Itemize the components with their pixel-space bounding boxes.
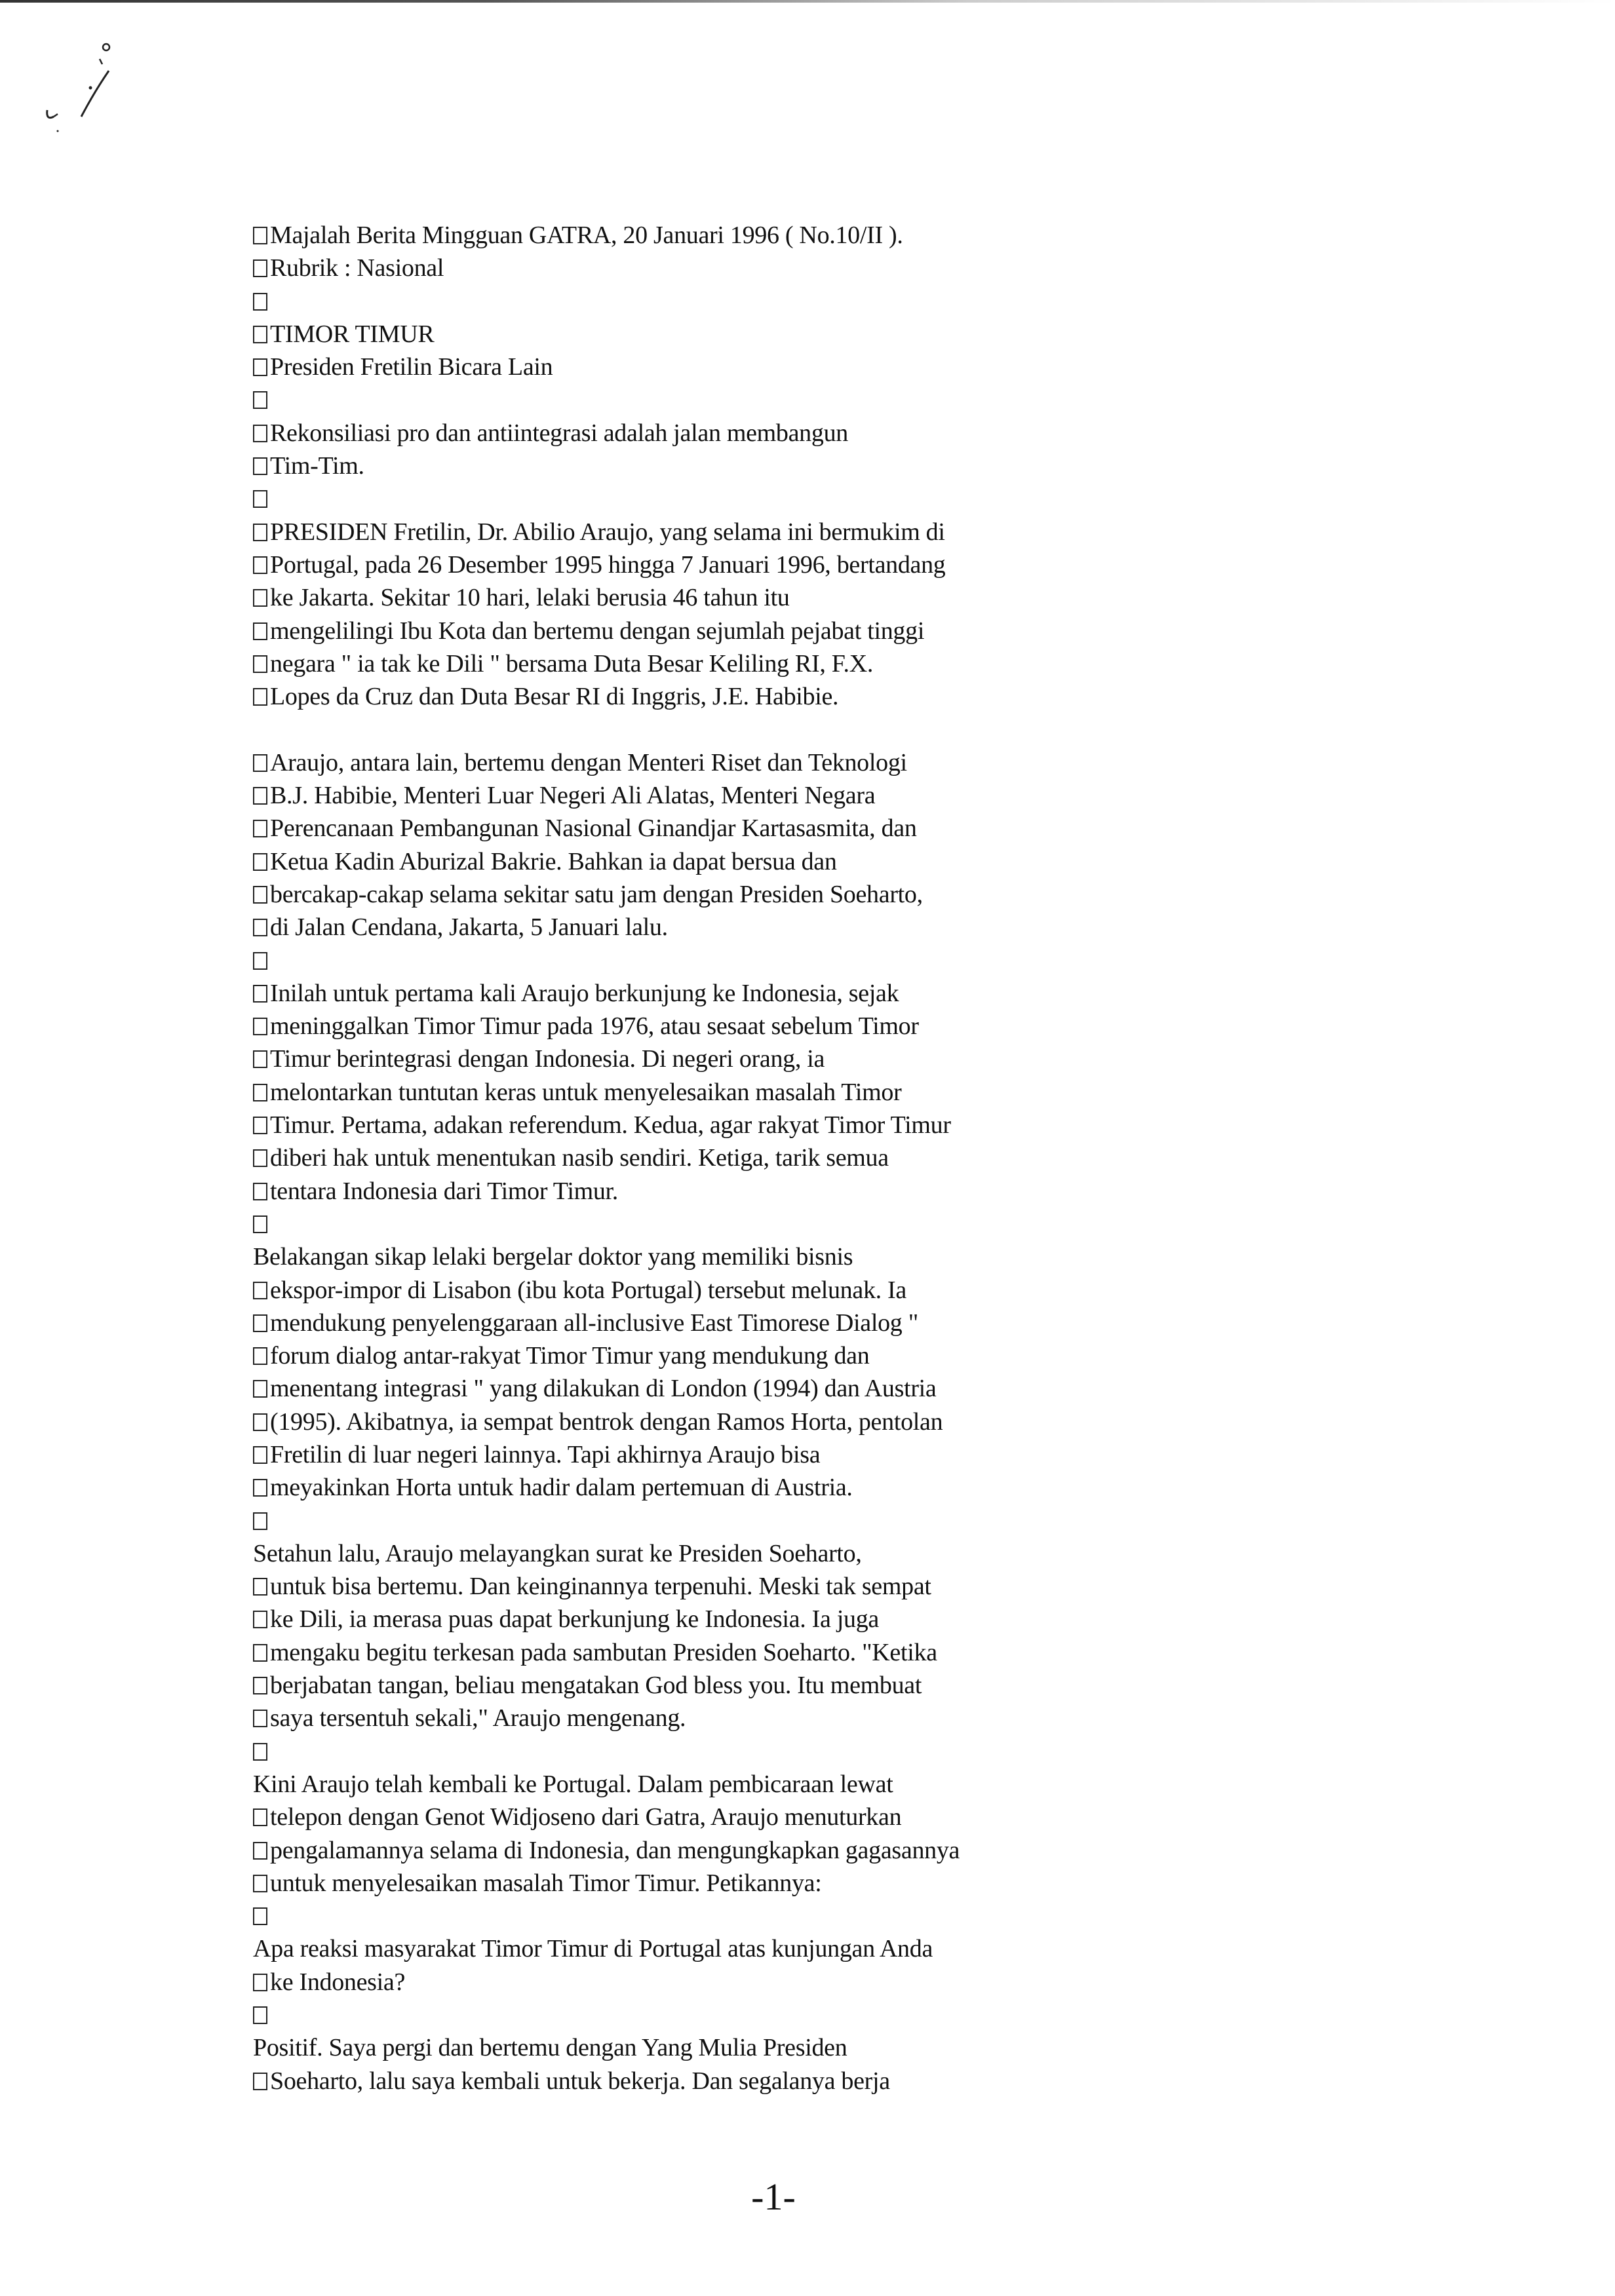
empty-checkbox-glyph-icon bbox=[253, 655, 267, 673]
text-line bbox=[253, 746, 1498, 779]
text-line bbox=[253, 318, 1498, 351]
empty-checkbox-glyph-icon bbox=[253, 1743, 267, 1761]
empty-checkbox-glyph-icon bbox=[253, 589, 267, 607]
text-line bbox=[253, 516, 1498, 548]
empty-checkbox-glyph-icon bbox=[253, 1842, 267, 1860]
article-text bbox=[253, 219, 1498, 2097]
empty-checkbox-glyph-icon bbox=[253, 425, 267, 442]
empty-checkbox-glyph-icon bbox=[253, 1149, 267, 1167]
text-line bbox=[253, 944, 1498, 977]
text-line bbox=[253, 1570, 1498, 1603]
text-line bbox=[253, 1307, 1498, 1339]
line-text: Apa reaksi masyarakat Timor Timur di Portugal atas kunjungan Anda bbox=[253, 1935, 933, 1963]
line-text: PRESIDEN Fretilin, Dr. Abilio Araujo, yang selama ini bermukim di bbox=[270, 518, 945, 546]
empty-checkbox-glyph-icon bbox=[253, 754, 267, 772]
line-text: saya tersentuh sekali," Araujo mengenang. bbox=[270, 1704, 686, 1732]
line-text: untuk menyelesaikan masalah Timor Timur. Petikannya: bbox=[270, 1869, 822, 1897]
text-line bbox=[253, 1076, 1498, 1109]
line-text: ekspor-impor di Lisabon (ibu kota Portugal) tersebut melunak. Ia bbox=[270, 1276, 906, 1304]
line-text: Presiden Fretilin Bicara Lain bbox=[270, 353, 553, 381]
empty-checkbox-glyph-icon bbox=[253, 1018, 267, 1035]
text-line bbox=[253, 219, 1498, 252]
line-text: Ketua Kadin Aburizal Bakrie. Bahkan ia dapat bersua dan bbox=[270, 847, 837, 875]
empty-checkbox-glyph-icon bbox=[253, 1314, 267, 1332]
line-text: Portugal, pada 26 Desember 1995 hingga 7 Januari 1996, bertandang bbox=[270, 550, 946, 579]
svg-text:-1-: -1- bbox=[751, 2175, 796, 2218]
line-text: Inilah untuk pertama kali Araujo berkunjung ke Indonesia, sejak bbox=[270, 979, 899, 1007]
line-text: berjabatan tangan, beliau mengatakan God bless you. Itu membuat bbox=[270, 1672, 922, 1700]
empty-checkbox-glyph-icon bbox=[253, 1710, 267, 1727]
empty-checkbox-glyph-icon bbox=[253, 1117, 267, 1134]
line-text: ke Dili, ia merasa puas dapat berkunjung ke Indonesia. Ia juga bbox=[270, 1605, 879, 1634]
text-line bbox=[253, 1043, 1498, 1075]
text-line bbox=[253, 1537, 1498, 1570]
text-line bbox=[253, 2065, 1498, 2097]
line-text: ke Jakarta. Sekitar 10 hari, lelaki berusia 46 tahun itu bbox=[270, 584, 790, 612]
text-line bbox=[253, 1999, 1498, 2031]
text-line bbox=[253, 1175, 1498, 1208]
line-text: Rekonsiliasi pro dan antiintegrasi adalah jalan membangun bbox=[270, 419, 848, 447]
line-text: Perencanaan Pembangunan Nasional Ginandjar Kartasasmita, dan bbox=[270, 814, 917, 843]
text-line bbox=[253, 1274, 1498, 1307]
empty-checkbox-glyph-icon bbox=[253, 1875, 267, 1892]
line-text: meyakinkan Horta untuk hadir dalam pertemuan di Austria. bbox=[270, 1474, 853, 1502]
line-text: (1995). Akibatnya, ia sempat bentrok dengan Ramos Horta, pentolan bbox=[270, 1407, 943, 1436]
text-line bbox=[253, 1669, 1498, 1702]
line-text: Setahun lalu, Araujo melayangkan surat ke Presiden Soeharto, bbox=[253, 1539, 862, 1567]
empty-checkbox-glyph-icon bbox=[253, 1677, 267, 1694]
empty-checkbox-glyph-icon bbox=[253, 1084, 267, 1101]
empty-checkbox-glyph-icon bbox=[253, 1380, 267, 1398]
text-line bbox=[253, 417, 1498, 450]
text-line bbox=[253, 548, 1498, 581]
empty-checkbox-glyph-icon bbox=[253, 1050, 267, 1068]
empty-checkbox-glyph-icon bbox=[253, 820, 267, 837]
line-text: telepon dengan Genot Widjoseno dari Gatra, Araujo menuturkan bbox=[270, 1803, 902, 1831]
empty-checkbox-glyph-icon bbox=[253, 1611, 267, 1628]
text-line bbox=[253, 1240, 1498, 1273]
text-line bbox=[253, 1010, 1498, 1043]
empty-checkbox-glyph-icon bbox=[253, 688, 267, 706]
line-text: Araujo, antara lain, bertemu dengan Menteri Riset dan Teknologi bbox=[270, 748, 907, 776]
text-line bbox=[253, 1867, 1498, 1900]
line-text: mengelilingi Ibu Kota dan bertemu dengan sejumlah pejabat tinggi bbox=[270, 617, 925, 645]
line-text: Timur berintegrasi dengan Indonesia. Di negeri orang, ia bbox=[270, 1045, 825, 1073]
empty-checkbox-glyph-icon bbox=[253, 2073, 267, 2090]
empty-checkbox-glyph-icon bbox=[253, 227, 267, 244]
empty-checkbox-glyph-icon bbox=[253, 524, 267, 541]
empty-checkbox-glyph-icon bbox=[253, 787, 267, 805]
empty-checkbox-glyph-icon bbox=[253, 1974, 267, 1991]
line-text: mengaku begitu terkesan pada sambutan Presiden Soeharto. "Ketika bbox=[270, 1638, 937, 1666]
line-text: tentara Indonesia dari Timor Timur. bbox=[270, 1177, 619, 1205]
line-text: Lopes da Cruz dan Duta Besar RI di Inggris, J.E. Habibie. bbox=[270, 683, 839, 711]
empty-checkbox-glyph-icon bbox=[253, 919, 267, 936]
line-text: bercakap-cakap selama sekitar satu jam dengan Presiden Soeharto, bbox=[270, 880, 923, 908]
line-text: TIMOR TIMUR bbox=[270, 320, 435, 348]
empty-checkbox-glyph-icon bbox=[253, 490, 267, 508]
text-line bbox=[253, 647, 1498, 680]
text-line bbox=[253, 581, 1498, 614]
text-line bbox=[253, 1372, 1498, 1405]
text-line bbox=[253, 713, 1498, 746]
line-text: Rubrik : Nasional bbox=[270, 254, 444, 282]
empty-checkbox-glyph-icon bbox=[253, 1413, 267, 1431]
text-line bbox=[253, 1406, 1498, 1438]
text-line bbox=[253, 1834, 1498, 1867]
line-text: untuk bisa bertemu. Dan keinginannya terpenuhi. Meski tak sempat bbox=[270, 1573, 931, 1601]
text-line bbox=[253, 1504, 1498, 1537]
page-number bbox=[728, 2169, 819, 2228]
text-line bbox=[253, 1208, 1498, 1240]
text-line bbox=[253, 1966, 1498, 1999]
empty-checkbox-glyph-icon bbox=[253, 326, 267, 343]
scan-top-edge bbox=[0, 0, 1615, 3]
line-text: Positif. Saya pergi dan bertemu dengan Yang Mulia Presiden bbox=[253, 2034, 847, 2062]
text-line bbox=[253, 615, 1498, 647]
text-line bbox=[253, 680, 1498, 713]
empty-checkbox-glyph-icon bbox=[253, 259, 267, 277]
empty-checkbox-glyph-icon bbox=[253, 1282, 267, 1299]
text-line bbox=[253, 351, 1498, 383]
text-line bbox=[253, 252, 1498, 284]
text-line bbox=[253, 1141, 1498, 1174]
text-line bbox=[253, 977, 1498, 1010]
text-line bbox=[253, 845, 1498, 878]
line-text: Belakangan sikap lelaki bergelar doktor yang memiliki bisnis bbox=[253, 1243, 853, 1271]
empty-checkbox-glyph-icon bbox=[253, 556, 267, 574]
empty-checkbox-glyph-icon bbox=[253, 1907, 267, 1925]
empty-checkbox-glyph-icon bbox=[253, 293, 267, 311]
line-text: Kini Araujo telah kembali ke Portugal. Dalam pembicaraan lewat bbox=[253, 1770, 893, 1798]
empty-checkbox-glyph-icon bbox=[253, 1347, 267, 1365]
text-line bbox=[253, 878, 1498, 911]
empty-checkbox-glyph-icon bbox=[253, 853, 267, 871]
text-line bbox=[253, 2031, 1498, 2064]
text-line bbox=[253, 383, 1498, 416]
text-line bbox=[253, 1900, 1498, 1932]
text-line bbox=[253, 1735, 1498, 1768]
empty-checkbox-glyph-icon bbox=[253, 886, 267, 904]
text-line bbox=[253, 1768, 1498, 1801]
text-line bbox=[253, 1801, 1498, 1833]
line-text: Soeharto, lalu saya kembali untuk bekerja. Dan segalanya berja bbox=[270, 2067, 890, 2095]
line-text: Tim-Tim. bbox=[270, 452, 364, 480]
text-line bbox=[253, 812, 1498, 845]
line-text: forum dialog antar-rakyat Timor Timur yang mendukung dan bbox=[270, 1342, 870, 1370]
line-text: pengalamannya selama di Indonesia, dan mengungkapkan gagasannya bbox=[270, 1836, 960, 1864]
line-text: Timur. Pertama, adakan referendum. Kedua, agar rakyat Timor Timur bbox=[270, 1111, 951, 1139]
line-text: di Jalan Cendana, Jakarta, 5 Januari lalu. bbox=[270, 913, 668, 942]
text-line bbox=[253, 1702, 1498, 1734]
empty-checkbox-glyph-icon bbox=[253, 457, 267, 475]
empty-checkbox-glyph-icon bbox=[253, 1578, 267, 1596]
text-line bbox=[253, 1438, 1498, 1471]
line-text: menentang integrasi " yang dilakukan di London (1994) dan Austria bbox=[270, 1375, 937, 1403]
empty-checkbox-glyph-icon bbox=[253, 952, 267, 970]
text-line bbox=[253, 285, 1498, 318]
line-text: Majalah Berita Mingguan GATRA, 20 Januari 1996 ( No.10/II ). bbox=[270, 221, 903, 249]
line-text: negara " ia tak ke Dili " bersama Duta Besar Keliling RI, F.X. bbox=[270, 649, 874, 678]
text-line bbox=[253, 482, 1498, 515]
line-text: ke Indonesia? bbox=[270, 1968, 406, 1996]
handwritten-mark-icon bbox=[31, 33, 117, 144]
line-text: B.J. Habibie, Menteri Luar Negeri Ali Alatas, Menteri Negara bbox=[270, 782, 876, 810]
line-text: diberi hak untuk menentukan nasib sendiri. Ketiga, tarik semua bbox=[270, 1144, 889, 1172]
empty-checkbox-glyph-icon bbox=[253, 1808, 267, 1826]
text-line bbox=[253, 911, 1498, 944]
empty-checkbox-glyph-icon bbox=[253, 1479, 267, 1497]
text-line bbox=[253, 1471, 1498, 1504]
empty-checkbox-glyph-icon bbox=[253, 1183, 267, 1200]
text-line bbox=[253, 1339, 1498, 1372]
empty-checkbox-glyph-icon bbox=[253, 358, 267, 376]
empty-checkbox-glyph-icon bbox=[253, 1644, 267, 1662]
line-text: Fretilin di luar negeri lainnya. Tapi akhirnya Araujo bisa bbox=[270, 1440, 821, 1468]
empty-checkbox-glyph-icon bbox=[253, 391, 267, 409]
text-line bbox=[253, 1932, 1498, 1965]
line-text: melontarkan tuntutan keras untuk menyelesaikan masalah Timor bbox=[270, 1078, 902, 1106]
empty-checkbox-glyph-icon bbox=[253, 1215, 267, 1233]
empty-checkbox-glyph-icon bbox=[253, 985, 267, 1003]
line-text: meninggalkan Timor Timur pada 1976, atau sesaat sebelum Timor bbox=[270, 1012, 919, 1041]
empty-checkbox-glyph-icon bbox=[253, 1446, 267, 1464]
empty-checkbox-glyph-icon bbox=[253, 2006, 267, 2024]
text-line bbox=[253, 779, 1498, 812]
empty-checkbox-glyph-icon bbox=[253, 1512, 267, 1530]
empty-checkbox-glyph-icon bbox=[253, 622, 267, 640]
line-text: mendukung penyelenggaraan all-inclusive East Timorese Dialog " bbox=[270, 1309, 918, 1337]
text-line bbox=[253, 1109, 1498, 1141]
text-line bbox=[253, 1636, 1498, 1669]
text-line bbox=[253, 1603, 1498, 1636]
text-line bbox=[253, 450, 1498, 482]
